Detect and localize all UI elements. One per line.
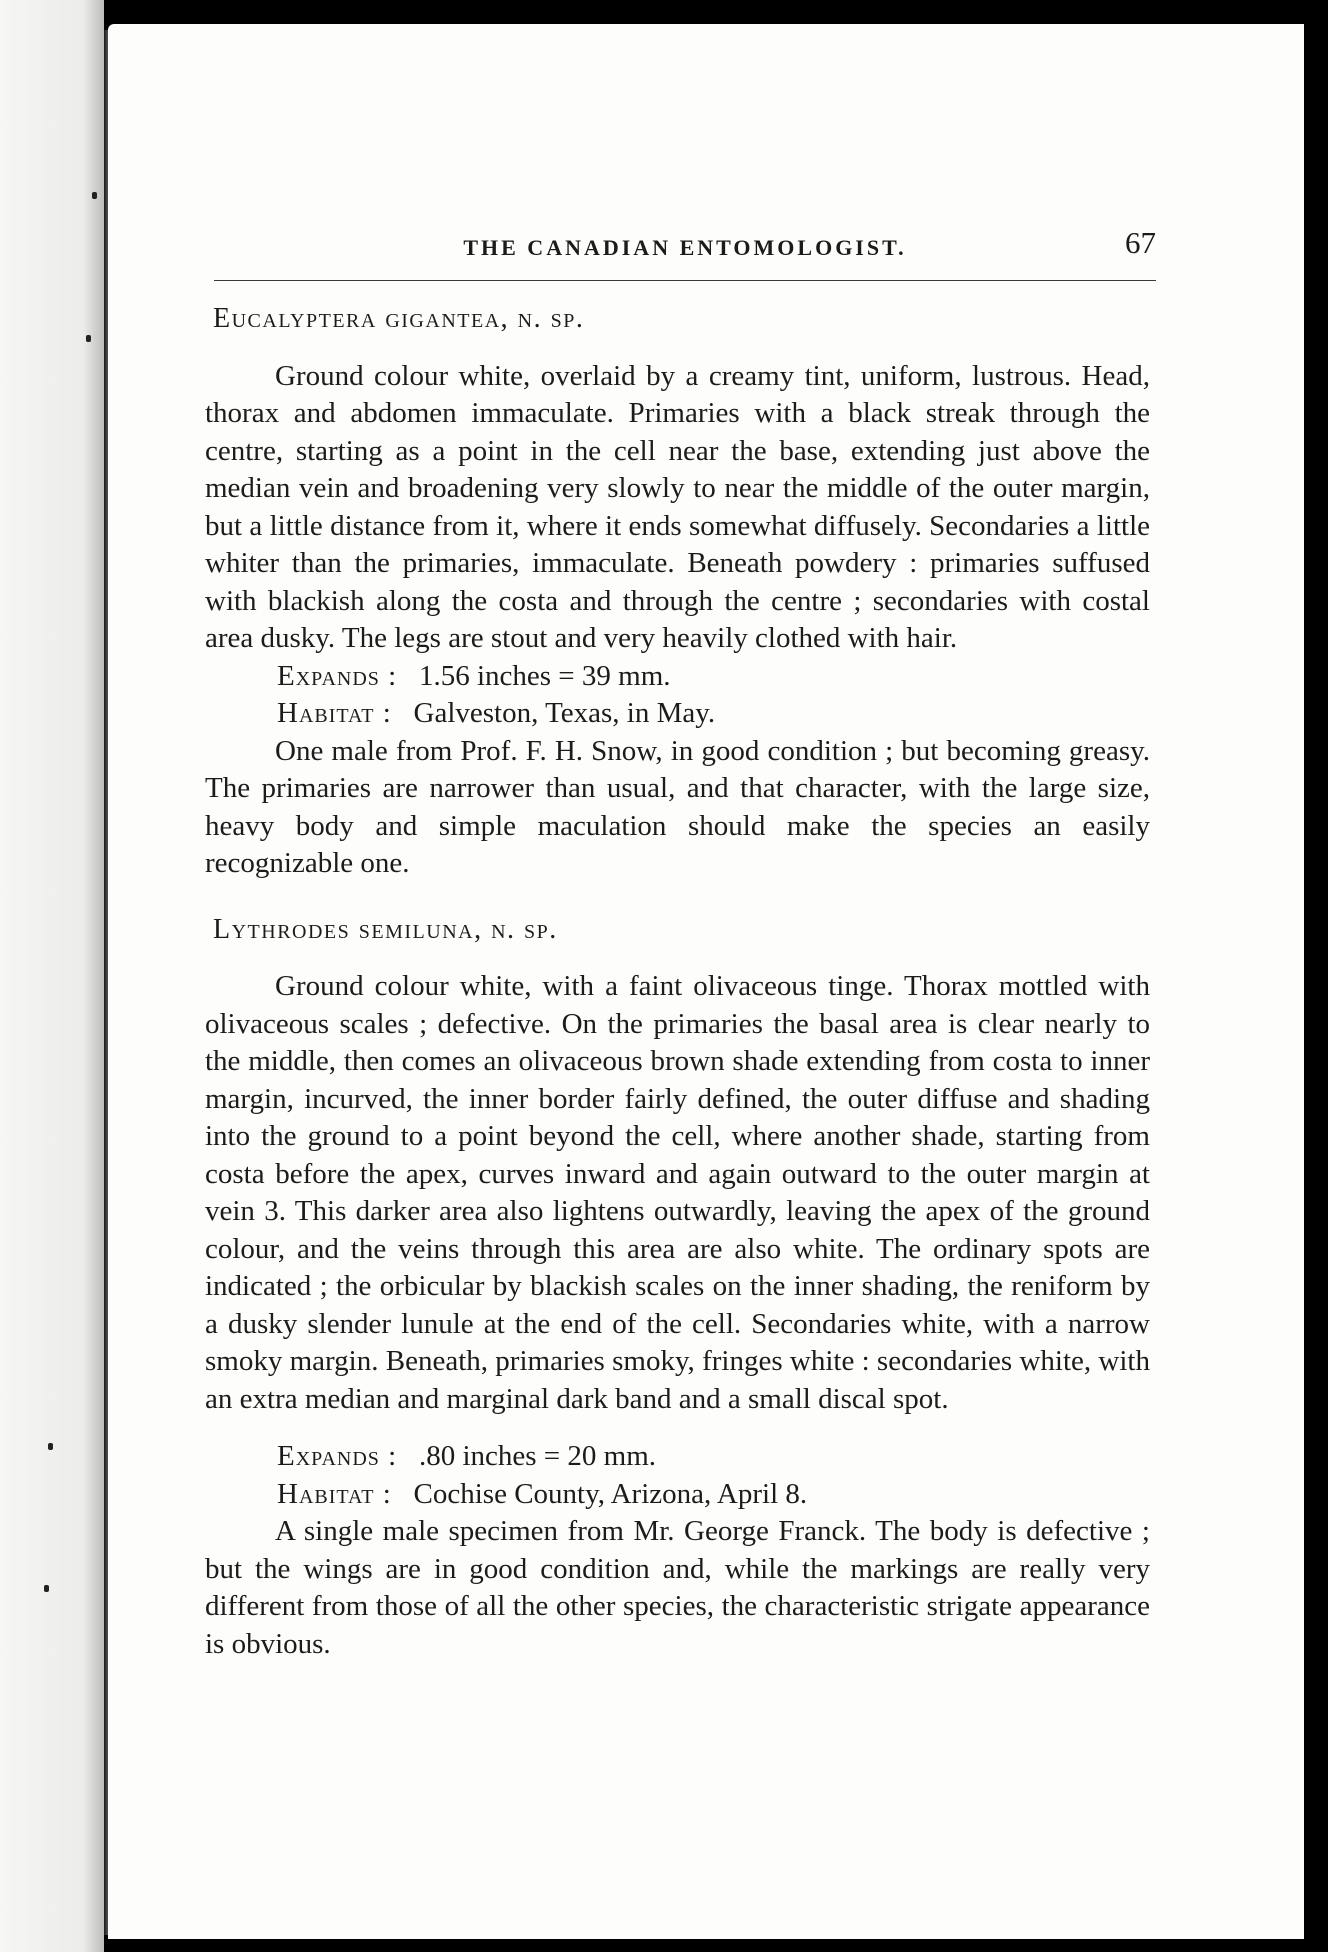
binding-mark — [44, 1585, 49, 1592]
body-text — [205, 300, 1150, 1663]
habitat-value: Cochise County, Arizona, April 8. — [413, 1477, 808, 1510]
header-rule — [214, 280, 1156, 281]
species-remarks: One male from Prof. F. H. Snow, in good condition ; but becoming greasy. The primaries are narrower than usual, and that character, with the large size, heavy body and simple maculation should make the species an easily recognizable one. — [205, 734, 1150, 879]
expands-label: Expands : — [277, 659, 398, 692]
species-name: Eucalyptera gigantea — [213, 303, 501, 334]
expands-label: Expands : — [277, 1440, 398, 1472]
habitat-label: Habitat : — [277, 697, 392, 729]
running-title: THE CANADIAN ENTOMOLOGIST. — [463, 235, 907, 260]
running-header — [214, 225, 1156, 275]
habitat-label: Habitat : — [277, 1477, 392, 1510]
species-remarks: A single male specimen from Mr. George Franck. The body is defective ; but the wings are in good condition and, while the markings are really very different from those of all the other species, the characteristic strigate appearance is obvious. — [205, 1515, 1150, 1660]
binding-mark — [92, 192, 97, 199]
page-number: 67 — [1125, 225, 1156, 260]
binding-mark — [48, 1443, 53, 1450]
species-heading-eucalyptera — [205, 300, 1150, 338]
binding-mark — [86, 335, 91, 342]
expands-line — [205, 658, 1150, 696]
facing-page-edge — [0, 0, 104, 1952]
expands-line — [205, 1438, 1150, 1476]
species-designation: , n. sp. — [474, 913, 558, 945]
species-name: Lythrodes semiluna — [213, 913, 475, 945]
habitat-line — [205, 695, 1150, 733]
expands-value: .80 inches = 20 mm. — [418, 1440, 657, 1472]
habitat-line — [205, 1476, 1150, 1514]
species-heading-lythrodes — [205, 911, 1150, 949]
species-description: Ground colour white, with a faint olivaceous tinge. Thorax mottled with olivaceous scales ; defective. On the primaries the basal area is clear nearly to the middle, then comes an olivaceous brown shade extending from costa to inner margin, incurved, the inner border fairly defined, the outer diffuse and shading into the ground to a point beyond the cell, where another shade, starting from costa before the apex, curves inward and again outward to the outer margin at vein 3. This darker area also lightens outwardly, leaving the apex of the ground colour, and the veins through this area are also white. The ordinary spots are indicated ; the orbicular by blackish scales on the inner shading, the reniform by a dusky slender lunule at the end of the cell. Secondaries white, with a narrow smoky margin. Beneath, primaries smoky, fringes white : secondaries white, with an extra median and marginal dark band and a small discal spot. — [205, 970, 1150, 1415]
habitat-value: Galveston, Texas, in May. — [413, 697, 716, 729]
species-designation: , n. sp. — [500, 303, 585, 334]
expands-value: 1.56 inches = 39 mm. — [418, 659, 671, 692]
species-description: Ground colour white, overlaid by a creamy tint, uniform, lustrous. Head, thorax and abdomen immaculate. Primaries with a black streak through the centre, starting as a point in the cell near the base, extending just above the median vein and broadening very slowly to near the middle of the outer margin, but a little distance from it, where it ends somewhat diffusely. Secondaries a little whiter than the primaries, immaculate. Beneath powdery : primaries suffused with blackish along the costa and through the centre ; secondaries with costal area dusky. The legs are stout and very heavily clothed with hair. — [205, 359, 1150, 654]
